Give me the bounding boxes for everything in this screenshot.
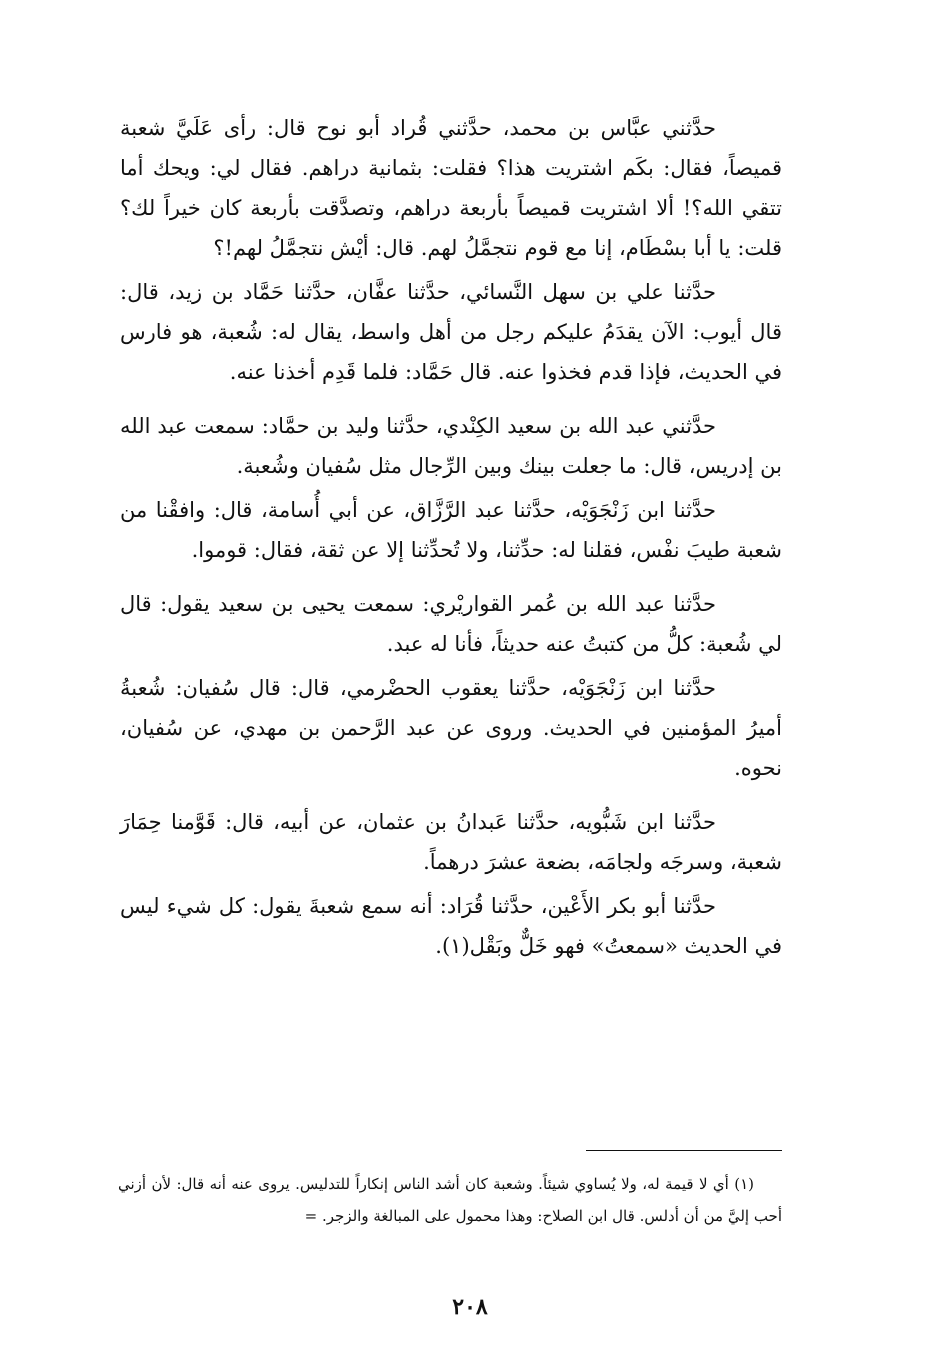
footnotes: [118, 1168, 782, 1232]
paragraph: حدَّثنا ابن زَنْجَوَيْه، حدَّثنا يعقوب الحضْرمي، قال: قال سُفيان: شُعبةُ أميرُ المؤمنين في الحديث. وروى عن عبد الرَّحمن بن مهدي، عن سُفيان، نحوه.: [120, 676, 782, 780]
paragraph: حدَّثنا علي بن سهل النَّسائي، حدَّثنا عفَّان، حدَّثنا حَمَّاد بن زيد، قال: قال أيوب: الآن يقدَمُ عليكم رجل من أهل واسط، يقال له: شُعبة، هو فارس في الحديث، فإذا قدم فخذوا عنه. قال حَمَّاد: فلما قَدِم أخذنا عنه.: [120, 280, 782, 384]
paragraph: حدَّثني عبد الله بن سعيد الكِنْدي، حدَّثنا وليد بن حمَّاد: سمعت عبد الله بن إدريس، قال: ما جعلت بينك وبين الرِّجال مثل سُفيان وشُعبة.: [120, 414, 782, 478]
paragraph: حدَّثنا أبو بكر الأَعْين، حدَّثنا قُرَاد: أنه سمع شعبةَ يقول: كل شيء ليس في الحديث «سمعتُ» فهو خَلٌّ وبَقْل(١).: [120, 894, 782, 958]
paragraph: حدَّثني عبَّاس بن محمد، حدَّثني قُراد أبو نوح قال: رأى عَلَيَّ شعبة قميصاً، فقال: بكَم اشتريت هذا؟ فقلت: بثمانية دراهم. فقال لي: ويحك أما تتقي الله؟! ألا اشتريت قميصاً بأربعة دراهم، وتصدَّقت بأربعة كان خيراً لك؟ قلت: يا أبا بسْطَام، إنا مع قوم نتجمَّلُ لهم. قال: أيْش نتجمَّلُ لهم!؟: [120, 116, 782, 260]
page-number: ٢٠٨: [452, 1294, 488, 1320]
paragraph: حدَّثنا عبد الله بن عُمر القواريْري: سمعت يحيى بن سعيد يقول: قال لي شُعبة: كلُّ من كتبتُ عنه حديثاً، فأنا له عبد.: [120, 592, 782, 656]
footnote-divider: [586, 1150, 782, 1151]
main-text: [120, 108, 782, 966]
footnote: (١) أي لا قيمة له، ولا يُساوي شيئاً. وشعبة كان أشد الناس إنكاراً للتدليس. يروى عنه أنه قال: لأن أزني أحب إليَّ من أن أدلس. قال ابن الصلاح: وهذا محمول على المبالغة والزجر. =: [118, 1175, 782, 1225]
paragraph: حدَّثنا ابن زَنْجَوَيْه، حدَّثنا عبد الرَّزَّاق، عن أبي أُسامة، قال: وافقْنا من شعبة طيبَ نفْس، فقلنا له: حدِّثنا، ولا تُحدِّثنا إلا عن ثقة، فقال: قوموا.: [120, 498, 782, 562]
paragraph: حدَّثنا ابن شَبُّويه، حدَّثنا عَبدانُ بن عثمان، عن أبيه، قال: قَوَّمنا حِمَارَ شعبة، وسرجَه ولجامَه، بضعة عشرَ درهماً.: [120, 810, 782, 874]
